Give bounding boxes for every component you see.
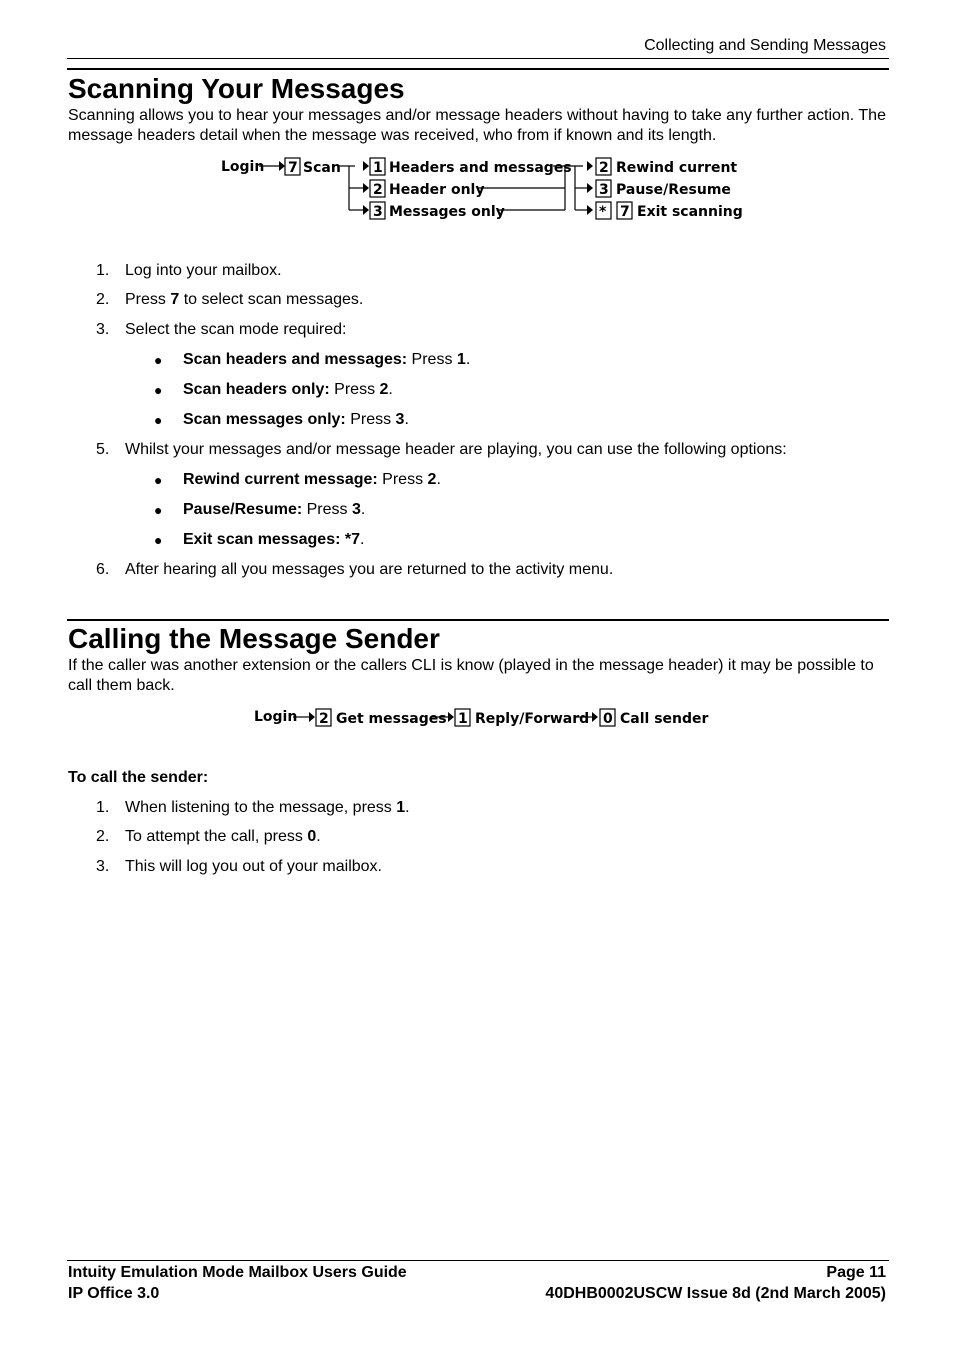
diagram-step-key: 0 (603, 711, 613, 727)
step-number: 5. (96, 441, 110, 458)
diagram-login-label: Login (221, 159, 265, 175)
scanning-intro: Scanning allows you to hear your messages and/or message headers without having to take any further action. The message headers detail when the message was received, who from if known and its length. (68, 107, 886, 144)
section-rule (67, 619, 889, 621)
step-text: Select the scan mode required: (125, 321, 347, 338)
diagram-step-label: Call sender (620, 711, 709, 727)
step-text: This will log you out of your mailbox. (125, 858, 382, 875)
step-text: To attempt the call, press 0. (125, 828, 321, 845)
footer-issue: 40DHB0002USCW Issue 8d (2nd March 2005) (545, 1285, 886, 1302)
bullet-dot: ● (154, 532, 163, 548)
header-rule-thick (67, 68, 889, 70)
diagram-mode-label: Messages only (389, 204, 505, 220)
diagram-step-key: 2 (319, 711, 329, 727)
diagram-step-key: 1 (458, 711, 468, 727)
diagram-option-label: Exit scanning (637, 204, 743, 220)
diagram-mode-key: 2 (373, 182, 383, 198)
step-number: 3. (96, 321, 110, 338)
diagram-step-label: Reply/Forward (475, 711, 590, 727)
step-number: 6. (96, 561, 110, 578)
header-rule-thin (67, 58, 889, 59)
diagram-option-label: Pause/Resume (616, 182, 731, 198)
running-header: Collecting and Sending Messages (644, 37, 886, 54)
bullet-item: Scan headers only: Press 2. (183, 381, 393, 398)
footer-page-number: Page 11 (826, 1264, 886, 1281)
bullet-item: Scan headers and messages: Press 1. (183, 351, 471, 368)
footer-product: IP Office 3.0 (68, 1285, 160, 1302)
diagram-option-key: 7 (620, 204, 630, 220)
step-text: After hearing all you messages you are returned to the activity menu. (125, 561, 614, 578)
diagram-login-label: Login (254, 709, 298, 725)
step-number: 3. (96, 858, 110, 875)
diagram-option-key: 3 (599, 182, 609, 198)
diagram-scan-label: Scan (303, 160, 341, 176)
diagram-mode-label: Headers and messages (389, 160, 572, 176)
bullet-item: Scan messages only: Press 3. (183, 411, 409, 428)
bullet-dot: ● (154, 352, 163, 368)
diagram-key-scan: 7 (288, 160, 298, 176)
section-title-calling: Calling the Message Sender (68, 623, 440, 654)
bullet-item: Rewind current message: Press 2. (183, 471, 441, 488)
footer-rule (67, 1260, 889, 1261)
calling-intro: If the caller was another extension or the callers CLI is know (played in the message header) it may be possible to call them back. (68, 657, 874, 694)
diagram-mode-key: 1 (373, 160, 383, 176)
procedure-heading: To call the sender: (68, 769, 209, 786)
section-title-scanning: Scanning Your Messages (68, 73, 405, 104)
bullet-dot: ● (154, 502, 163, 518)
step-text: Press 7 to select scan messages. (125, 291, 364, 308)
step-number: 2. (96, 828, 110, 845)
bullet-dot: ● (154, 412, 163, 428)
call-sender-diagram (250, 702, 710, 732)
bullet-item: Pause/Resume: Press 3. (183, 501, 366, 518)
step-number: 1. (96, 262, 110, 279)
diagram-option-key: 2 (599, 160, 609, 176)
step-text: When listening to the message, press 1. (125, 799, 410, 816)
scan-menu-diagram (215, 152, 745, 224)
bullet-dot: ● (154, 472, 163, 488)
diagram-option-key: * (599, 204, 607, 220)
diagram-option-label: Rewind current (616, 160, 738, 176)
step-text: Log into your mailbox. (125, 262, 282, 279)
step-number: 1. (96, 799, 110, 816)
bullet-item: Exit scan messages: *7. (183, 531, 365, 548)
bullet-dot: ● (154, 382, 163, 398)
step-number: 2. (96, 291, 110, 308)
diagram-step-label: Get messages (336, 711, 447, 727)
footer-guide-title: Intuity Emulation Mode Mailbox Users Guide (68, 1264, 407, 1281)
diagram-mode-label: Header only (389, 182, 485, 198)
diagram-mode-key: 3 (373, 204, 383, 220)
step-text: Whilst your messages and/or message header are playing, you can use the following options: (125, 441, 787, 458)
